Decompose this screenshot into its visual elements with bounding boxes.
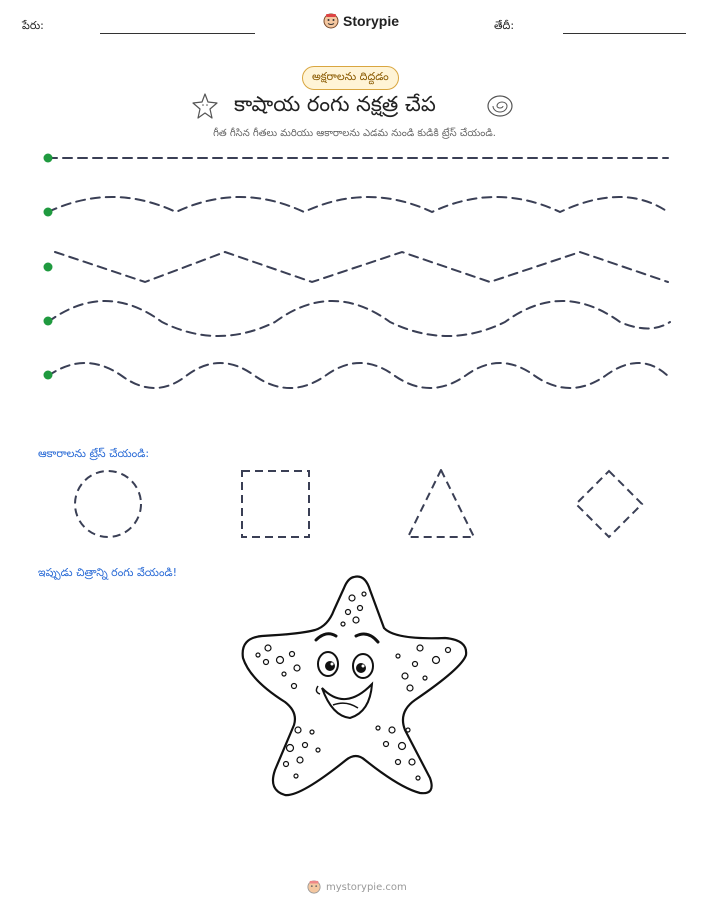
instructions: గీత గీసిన గీతలు మరియు ఆకారాలను ఎడమ నుండి కుడికి ట్రేస్ చేయండి. (213, 128, 496, 139)
start-dot (44, 208, 53, 217)
start-dot (44, 317, 53, 326)
trace-diamond[interactable] (576, 471, 642, 537)
shell-icon (486, 92, 514, 120)
name-label: పేరు: (22, 19, 44, 32)
footer-url[interactable]: mystorypie.com (326, 881, 407, 893)
tracing-lines (0, 140, 709, 400)
name-line[interactable] (100, 33, 255, 34)
storypie-logo-icon (323, 13, 339, 29)
date-label: తేదీ: (494, 19, 515, 32)
brand-logo (323, 13, 399, 29)
starfish-outline-icon (191, 92, 219, 120)
coloring-heading: ఇప్పుడు చిత్రాన్ని రంగు వేయండి! (38, 566, 178, 579)
activity-badge: అక్షరాలను దిద్దడం (302, 66, 399, 90)
tracing-line-gentle-wave[interactable] (48, 197, 668, 212)
trace-square[interactable] (242, 471, 309, 537)
date-line[interactable] (563, 33, 686, 34)
storypie-logo-icon (307, 880, 321, 894)
start-dot (44, 263, 53, 272)
page-title: కాషాయ రంగు నక్షత్ర చేప (234, 92, 436, 116)
start-dot (44, 154, 53, 163)
tracing-line-wave[interactable] (48, 301, 670, 336)
tracing-line-zigzag[interactable] (55, 252, 668, 282)
shapes-row (0, 462, 709, 542)
trace-circle[interactable] (75, 471, 141, 537)
brand-name: Storypie (343, 13, 400, 29)
footer (307, 880, 407, 894)
shapes-heading: ఆకారాలను ట్రేస్ చేయండి: (38, 447, 150, 460)
trace-triangle[interactable] (408, 470, 474, 537)
tracing-line-deep-wave[interactable] (48, 363, 668, 388)
start-dot (44, 371, 53, 380)
starfish-coloring-image[interactable] (230, 570, 480, 800)
